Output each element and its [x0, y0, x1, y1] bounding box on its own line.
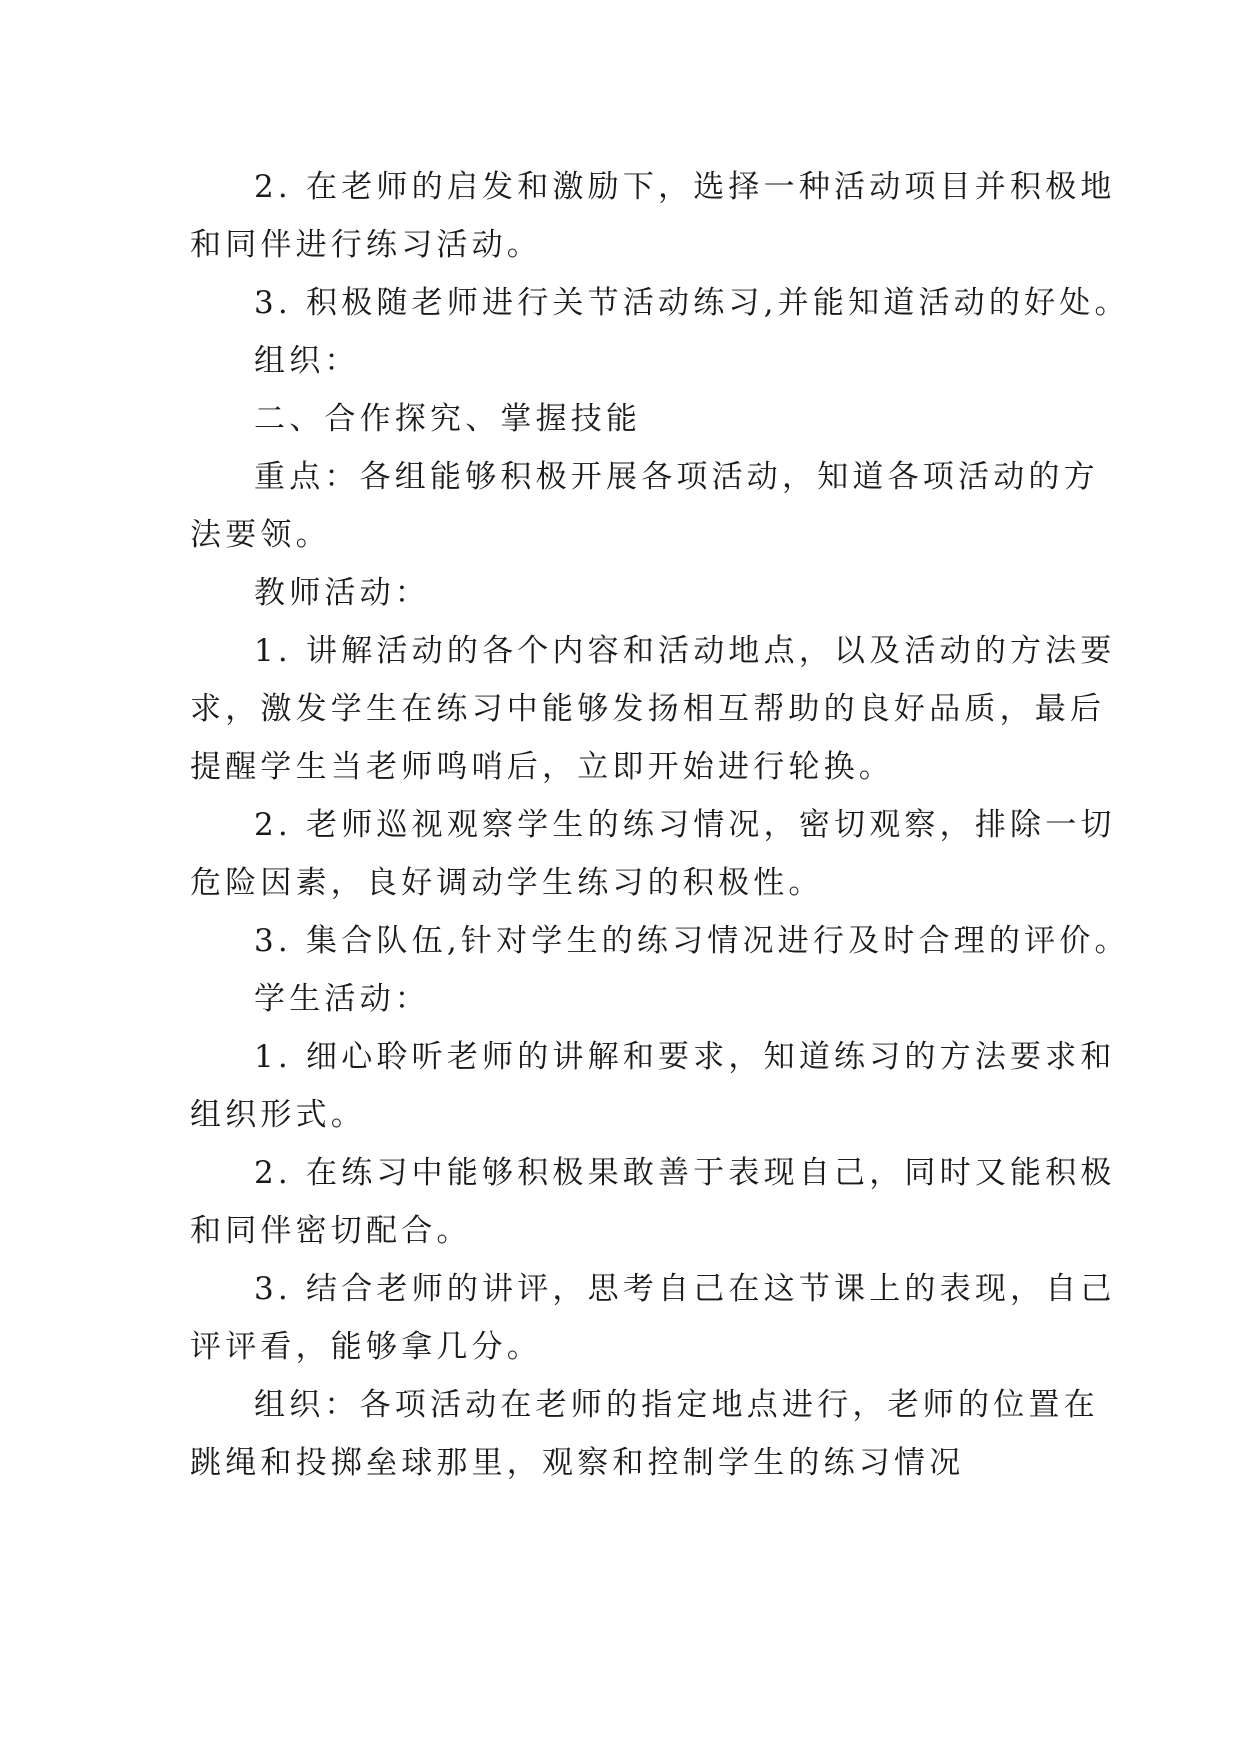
- section-label: 教师活动：: [254, 575, 430, 611]
- text-line: 2. 老师巡视观察学生的练习情况，密切观察，排除一切: [254, 807, 1116, 843]
- text-line: 2. 在老师的启发和激励下，选择一种活动项目并积极地: [254, 169, 1116, 205]
- section-label: 学生活动：: [254, 981, 430, 1017]
- text-line: 2. 在练习中能够积极果敢善于表现自己，同时又能积极: [254, 1155, 1116, 1191]
- text-line: 1. 讲解活动的各个内容和活动地点，以及活动的方法要: [254, 633, 1116, 669]
- text-line: 1. 细心聆听老师的讲解和要求，知道练习的方法要求和: [254, 1039, 1116, 1075]
- text-line: 和同伴进行练习活动。: [190, 227, 542, 263]
- document-body: [190, 158, 1130, 1492]
- text-line: 重点：各组能够积极开展各项活动，知道各项活动的方: [254, 459, 1099, 495]
- text-line: 求，激发学生在练习中能够发扬相互帮助的良好品质，最后: [190, 691, 1106, 727]
- text-line: 危险因素，良好调动学生练习的积极性。: [190, 865, 824, 901]
- text-line: 3. 结合老师的讲评，思考自己在这节课上的表现，自己: [254, 1271, 1116, 1307]
- text-line: 3. 集合队伍,针对学生的练习情况进行及时合理的评价。: [254, 923, 1130, 959]
- section-heading: 二、合作探究、掌握技能: [254, 401, 642, 437]
- text-line: 组织形式。: [190, 1097, 366, 1133]
- text-line: 跳绳和投掷垒球那里，观察和控制学生的练习情况: [190, 1445, 965, 1481]
- text-line: 3. 积极随老师进行关节活动练习,并能知道活动的好处。: [254, 285, 1130, 321]
- section-label: 组织：: [254, 343, 360, 379]
- text-line: 提醒学生当老师鸣哨后，立即开始进行轮换。: [190, 749, 894, 785]
- text-line: 评评看，能够拿几分。: [190, 1329, 542, 1365]
- text-line: 和同伴密切配合。: [190, 1213, 472, 1249]
- text-line: 法要领。: [190, 517, 331, 553]
- text-line: 组织：各项活动在老师的指定地点进行，老师的位置在: [254, 1387, 1099, 1423]
